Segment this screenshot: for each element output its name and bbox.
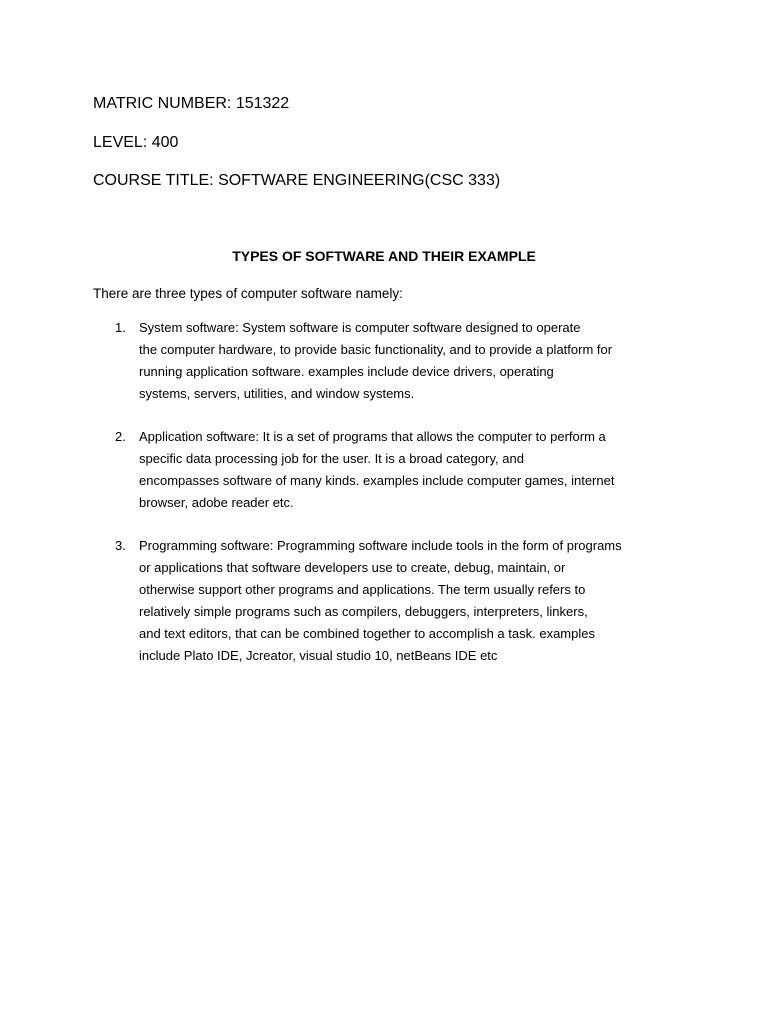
document-title: TYPES OF SOFTWARE AND THEIR EXAMPLE xyxy=(232,248,536,264)
level: LEVEL: 400 xyxy=(93,134,179,151)
list-item-line: Application software: It is a set of programs that allows the computer to perform a xyxy=(139,429,606,444)
list-item-line: relatively simple programs such as compilers, debuggers, interpreters, linkers, xyxy=(139,604,588,619)
list-item-line: specific data processing job for the user. It is a broad category, and xyxy=(139,451,524,466)
list-item-line: otherwise support other programs and applications. The term usually refers to xyxy=(139,582,586,597)
list-item-line: browser, adobe reader etc. xyxy=(139,495,294,510)
list-item-line: encompasses software of many kinds. examples include computer games, internet xyxy=(139,473,615,488)
list-item-number: 2. xyxy=(115,429,126,444)
list-item-line: and text editors, that can be combined together to accomplish a task. examples xyxy=(139,626,595,641)
list-item-number: 3. xyxy=(115,538,126,553)
list-item-line: the computer hardware, to provide basic functionality, and to provide a platform for xyxy=(139,342,613,357)
intro-text: There are three types of computer software namely: xyxy=(93,286,403,301)
list-item-line: include Plato IDE, Jcreator, visual studio 10, netBeans IDE etc xyxy=(139,648,498,663)
list-item-number: 1. xyxy=(115,320,126,335)
course-title: COURSE TITLE: SOFTWARE ENGINEERING(CSC 333) xyxy=(93,172,501,189)
list-item-line: running application software. examples include device drivers, operating xyxy=(139,364,554,379)
matric-number: MATRIC NUMBER: 151322 xyxy=(93,95,290,112)
list-item-line: systems, servers, utilities, and window systems. xyxy=(139,386,415,401)
list-item-line: Programming software: Programming software include tools in the form of programs xyxy=(139,538,622,553)
list-item-line: or applications that software developers use to create, debug, maintain, or xyxy=(139,560,566,575)
list-item-line: System software: System software is computer software designed to operate xyxy=(139,320,581,335)
